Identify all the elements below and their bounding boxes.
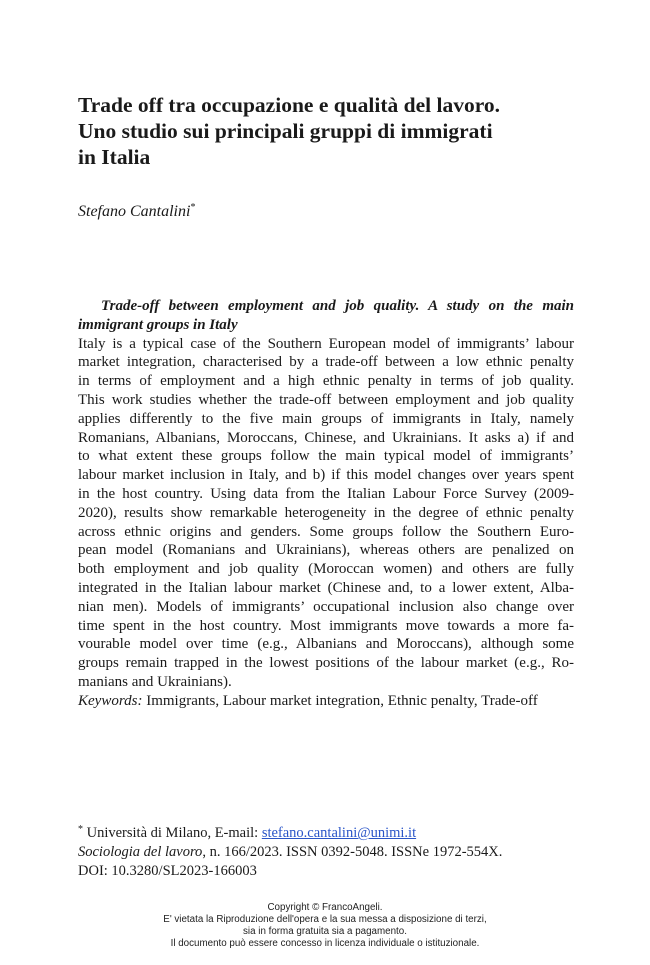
author-footnote-marker: *: [190, 202, 196, 213]
email-link[interactable]: stefano.cantalini@unimi.it: [261, 825, 417, 841]
journal-details: , n. 166/2023. ISSN 0392-5048. ISSNe 1972-554X.: [202, 844, 503, 860]
author-name: [78, 203, 195, 221]
copyright-line: sia in forma gratuita sia a pagamento.: [243, 926, 407, 937]
abstract-line: integrated in the Italian labour market (Chinese and, to a lower extent, Alba-: [78, 579, 574, 596]
keywords-line: [78, 692, 574, 711]
abstract-line: time spent in the host country. Most immigrants move towards a more fa-: [78, 617, 574, 634]
abstract-line: in terms of employment and a high ethnic penalty in terms of job quality.: [78, 373, 574, 390]
footnote-marker: *: [78, 824, 83, 835]
abstract-line: nian men). Models of immigrants’ occupational inclusion also change over: [78, 598, 574, 615]
title-line: in Italia: [78, 145, 151, 169]
abstract-line: vourable model over time (e.g., Albanians and Moroccans), although some: [78, 636, 574, 653]
keywords-label: Keywords:: [78, 692, 143, 709]
abstract-line: market integration, characterised by a trade-off between a low ethnic penalty: [78, 354, 574, 371]
abstract-block: [78, 297, 574, 711]
copyright-line: Copyright © FrancoAngeli.: [267, 902, 383, 913]
footnote-affiliation-line: [78, 824, 502, 843]
footnote-block: [78, 824, 502, 881]
title-line: Uno studio sui principali gruppi di immigrati: [78, 119, 493, 143]
keywords-text: Immigrants, Labour market integration, Ethnic penalty, Trade-off: [142, 692, 538, 709]
abstract-line: to what extent these groups follow the main typical model of immigrants’: [78, 448, 574, 465]
abstract-line: manians and Ukrainians).: [78, 673, 232, 690]
abstract-line: both employment and job quality (Moroccan women) and others are fully: [78, 561, 574, 578]
abstract-line: applies differently to the five main groups of immigrants in Italy, namely: [78, 410, 574, 427]
abstract-line: 2020), results show remarkable heterogeneity in the degree of ethnic penalty: [78, 504, 574, 521]
abstract-line: This work studies whether the trade-off between employment and job quality: [78, 391, 574, 408]
copyright-line: Il documento può essere concesso in licenza individuale o istituzionale.: [170, 938, 480, 949]
title-line: Trade off tra occupazione e qualità del lavoro.: [78, 93, 500, 117]
abstract-line: Romanians, Albanians, Moroccans, Chinese, and Ukrainians. It asks a) if and: [78, 429, 574, 446]
abstract-line: Italy is a typical case of the Southern European model of immigrants’ labour: [78, 335, 574, 352]
journal-citation-line: [78, 843, 502, 862]
abstract-line: labour market inclusion in Italy, and b) if this model changes over years spent: [78, 467, 574, 484]
author-name-text: Stefano Cantalini: [78, 203, 191, 220]
copyright-notice: [0, 902, 650, 950]
journal-name: Sociologia del lavoro: [78, 844, 203, 860]
copyright-line: E' vietata la Riproduzione dell'opera e la sua messa a disposizione di terzi,: [163, 914, 487, 925]
abstract-line: groups remain trapped in the lowest positions of the labour market (e.g., Ro-: [78, 655, 574, 672]
abstract-title-line: Trade-off between employment and job quality. A study on the main: [101, 298, 574, 314]
abstract-line: pean model (Romanians and Ukrainians), whereas others are penalized on: [78, 542, 574, 559]
doi-line: DOI: 10.3280/SL2023-166003: [78, 863, 257, 879]
abstract-title-line: immigrant groups in Italy: [78, 316, 238, 333]
abstract-line: in the host country. Using data from the Italian Labour Force Survey (2009-: [78, 485, 574, 502]
article-title: [78, 92, 578, 170]
footnote-affiliation: Università di Milano, E-mail:: [83, 825, 262, 841]
abstract-line: across ethnic origins and genders. Some groups follow the Southern Euro-: [78, 523, 574, 540]
